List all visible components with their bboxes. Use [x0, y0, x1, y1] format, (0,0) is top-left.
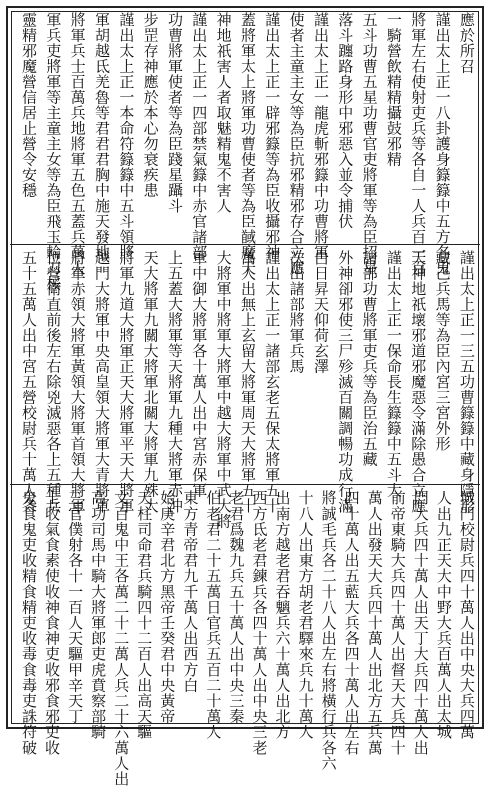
text-column: 謹出太上正一三五功曹籙籙中藏身隱形 [457, 250, 476, 514]
text-column: 上五蓋大將軍等天將軍九種大將軍赤沖 [165, 250, 184, 514]
text-column: 老君爲魏九兵五十萬人出中央三秦 [227, 490, 246, 724]
text-column: 十八人出東方胡老君驛來兵九十萬人 [296, 490, 315, 740]
text-column: 使者主童主女等為臣抗邪精邪存合立應 [287, 12, 306, 276]
text-column: 始庚辛君北方黑帝壬癸君中央黃帝 [158, 490, 177, 724]
text-column: 應於所召 [457, 12, 476, 74]
text-band-lower [10, 490, 480, 786]
text-column: 落斗躔路身形中邪惡入並令捕伏 [336, 12, 355, 229]
text-column: 五十五萬人出中宮五營校尉兵十萬人各 [20, 250, 38, 514]
text-column: 謹出太上正一辟邪籙等為臣收攝邪神 [263, 12, 282, 260]
text-column: 四十萬人出五藍大兵各四十萬人出左右 [342, 490, 361, 756]
text-column: 天大將軍九關大將軍北關大將軍九殊大 [141, 250, 160, 514]
text-column: 白日昇天仰荷玄澤 [311, 250, 330, 374]
text-column: 靈精邪魔營信居止營令安穩 [20, 12, 38, 198]
text-column: 一騎營飲精精攝鼓邪精 [384, 12, 403, 167]
text-column: 五斗功曹五星功曹官吏將軍等為臣招星 [360, 12, 379, 276]
text-column: 前帝東騎大兵四十萬人出督天大兵四十 [388, 490, 407, 756]
text-band-middle [10, 250, 480, 529]
text-band-upper [10, 12, 480, 291]
text-column: 步罡存神應於本心勿衰疾患 [141, 12, 160, 198]
text-column: 將軍九道大將軍正天大將軍平天大將軍 [117, 250, 136, 514]
text-column: 文百鬼中王各萬二十二萬人兵二十六萬人出 [112, 490, 131, 786]
text-column: 天柱司命君兵騎四十二百人出高天驅 [135, 490, 154, 740]
text-column: 鬼食鬼吏收精食精吏收毒食毒吏誅符破 [20, 490, 38, 756]
text-column: 西方氐老君鍊兵各四十萬人出中央三老 [250, 490, 269, 756]
text-column: 謹出太上正一本命符籙籙中五斗領將 [117, 12, 136, 260]
text-column: 外神卻邪使三尸殄滅百關調暢功成行滿 [336, 250, 355, 514]
text-column: 將軍左右使射吏兵等各自一人兵百一百 [409, 12, 428, 276]
text-column: 諸部功曹將軍吏兵等為臣治五藏 [360, 250, 379, 467]
text-column: 將誠毛兵各二十八人出左右將橫行兵各六 [319, 490, 338, 771]
text-column: 次出諸部將軍兵馬 [287, 250, 306, 374]
text-column: 天神地祇壞邪道邪魔惡令滿除愚合立應 [409, 250, 428, 514]
text-column: 城門校尉兵四十萬人出中央大兵四萬 [457, 490, 476, 740]
text-column: 謹出太上正一諸部玄老五保太將軍五十 [263, 250, 282, 514]
text-column: 三官僕射各十一百人天驅甲辛天丁 [66, 490, 85, 724]
text-column: 高功司馬中騎大將軍郎吏虎賁察部騎 [89, 490, 108, 740]
text-column: 軍胡越氐羌魯等君君君胸中施天發地 [92, 12, 111, 260]
text-column: 功曹將軍使者等為臣踐星躡斗 [165, 12, 184, 214]
text-column: 萬人出無上玄留大將軍周天大將軍五十 [238, 250, 257, 514]
text-column: 軍兵吏將軍等主童主女等為臣飛玉輪刀桵 [44, 12, 63, 291]
text-column: 軍中御大將軍各十萬人出中宮赤保軍 [190, 250, 209, 498]
text-column: 謹出太上正一保命長生籙籙中五斗大 [384, 250, 403, 498]
text-column: 萬人出發天大兵四十萬人出北方五兵萬 [365, 490, 384, 756]
text-column: 門大兵四十萬人出天丁大兵四十萬人出 [411, 490, 430, 756]
band-divider [10, 484, 480, 485]
text-column: 謹出太上正一龍虎斬邪籙中功曹將軍 [311, 12, 330, 260]
text-column: 大將軍中將軍大將軍中越大將軍中武大將 [214, 250, 233, 529]
text-column: 人出九正天大中野大兵百萬人出太城 [434, 490, 453, 740]
text-column: 位營衛直前後左右除兇滅惡各上五種兵 [44, 250, 63, 514]
text-column: 東方青帝君九千萬人出西方白 [181, 490, 200, 693]
text-column: 將軍赤領大將軍黃領大將軍首領大將軍 [68, 250, 87, 514]
band-divider [10, 244, 480, 245]
text-column: 謹出太上正一八卦護身籙籙中五方名鬼 [433, 12, 452, 276]
text-column: 伯老君二十五萬日官兵五百二十萬人 [204, 490, 223, 740]
text-column: 士收氣食素使收神食神吏收邪食邪吏收 [43, 490, 62, 756]
text-column: 蓋將軍太上將軍功曹使者等為臣馘魔天 [238, 12, 257, 276]
text-column: 神地祇害人者取魅精鬼不害人 [214, 12, 233, 214]
text-column: 謹出太上正一四部禁氣籙中赤官諸部 [190, 12, 209, 260]
text-column: 藏己兵馬等為臣內宮三宮外形 [433, 250, 452, 452]
text-column: 將軍兵士百萬兵地將軍五色五蓋兵萬人 [68, 12, 87, 276]
text-column: 越門大將軍中央高皇領大將軍大青將軍 [92, 250, 111, 514]
text-column: 出南方越老君吞魑兵六十萬人出北方 [273, 490, 292, 740]
